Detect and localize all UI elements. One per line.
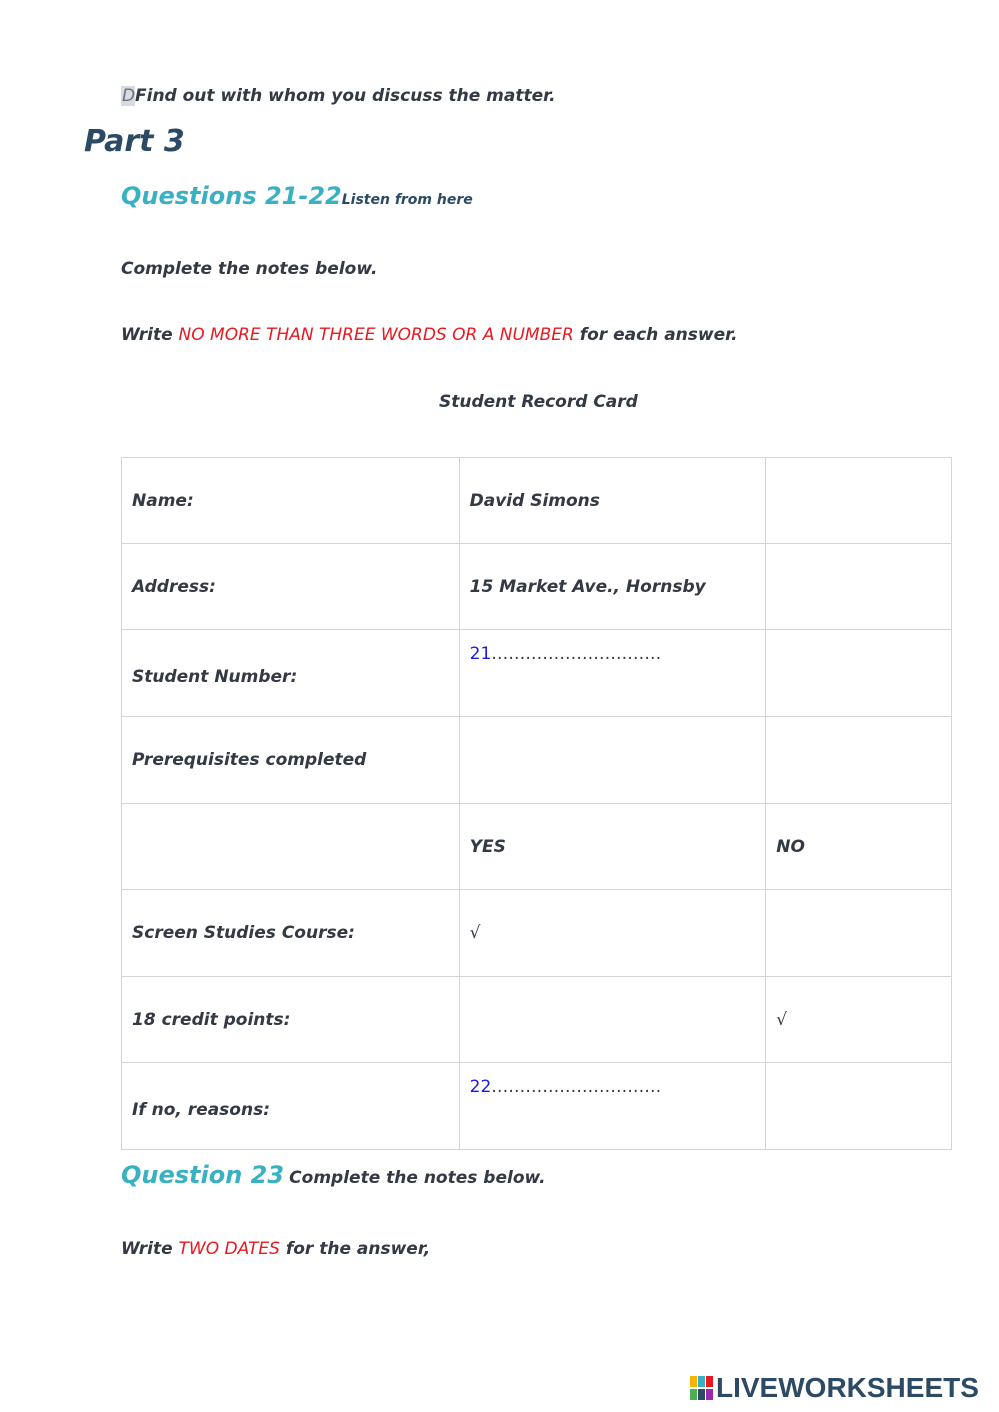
- instruction-limit: NO MORE THAN THREE WORDS OR A NUMBER: [178, 325, 574, 345]
- liveworksheets-logo-icon: [690, 1376, 714, 1400]
- empty-cell: [766, 544, 952, 630]
- table-row: [122, 1063, 952, 1150]
- credit-points-no-cell: [766, 977, 952, 1063]
- empty-cell: [766, 717, 952, 804]
- table-row: [122, 804, 952, 890]
- student-number-label: Student Number:: [132, 667, 298, 687]
- instruction-limit: TWO DATES: [178, 1239, 280, 1259]
- question-23-title: Question 23: [121, 1161, 285, 1189]
- q22-dots: …………………………: [491, 1077, 662, 1097]
- no-header: NO: [766, 804, 952, 890]
- name-label: Name:: [122, 458, 460, 544]
- credit-points-label: 18 credit points:: [122, 977, 460, 1063]
- table-row: [122, 458, 952, 544]
- empty-cell: [122, 804, 460, 890]
- reasons-cell: [122, 1063, 460, 1150]
- address-label: Address:: [122, 544, 460, 630]
- empty-cell: [766, 890, 952, 977]
- instruction-suffix: for the answer,: [279, 1239, 431, 1259]
- student-record-table: [121, 457, 952, 1150]
- empty-cell: [766, 630, 952, 717]
- listen-from-here-link[interactable]: Listen from here: [341, 192, 473, 208]
- empty-cell: [459, 977, 766, 1063]
- card-title: Student Record Card: [439, 392, 638, 412]
- option-d-text: Find out with whom you discuss the matter.: [135, 86, 556, 106]
- address-value: 15 Market Ave., Hornsby: [459, 544, 766, 630]
- student-number-cell: [122, 630, 460, 717]
- q21-answer-blank[interactable]: [470, 644, 662, 664]
- name-value: David Simons: [459, 458, 766, 544]
- question-23-complete: Complete the notes below.: [289, 1168, 546, 1188]
- table-row: [122, 630, 952, 717]
- empty-cell: [766, 1063, 952, 1150]
- liveworksheets-logo-text: LIVEWORKSHEETS: [716, 1372, 979, 1403]
- liveworksheets-logo[interactable]: [690, 1372, 979, 1404]
- questions-heading-title: Questions 21-22: [121, 182, 342, 210]
- yes-header: YES: [459, 804, 766, 890]
- option-letter-d[interactable]: D: [122, 86, 136, 106]
- q21-number: 21: [469, 644, 492, 664]
- question-23-heading: [121, 1161, 546, 1189]
- q21-answer-cell: [459, 630, 766, 717]
- instruction-prefix: Write: [121, 1239, 179, 1259]
- instruction-word-limit: [121, 325, 738, 345]
- instruction-two-dates: [121, 1239, 430, 1259]
- table-row: [122, 977, 952, 1063]
- q22-number: 22: [469, 1077, 492, 1097]
- table-row: [122, 544, 952, 630]
- table-row: [122, 717, 952, 804]
- table-row: [122, 890, 952, 977]
- empty-cell: [766, 458, 952, 544]
- instruction-suffix: for each answer.: [573, 325, 738, 345]
- q21-dots: …………………………: [491, 644, 662, 664]
- part-title: Part 3: [84, 124, 185, 159]
- reasons-label: If no, reasons:: [132, 1100, 271, 1120]
- q22-answer-cell: [459, 1063, 766, 1150]
- screen-studies-label: Screen Studies Course:: [122, 890, 460, 977]
- checkmark-icon: √: [776, 1009, 788, 1030]
- questions-heading: [121, 182, 473, 210]
- instruction-prefix: Write: [121, 325, 179, 345]
- q22-answer-blank[interactable]: [470, 1077, 662, 1097]
- screen-studies-yes-cell: [459, 890, 766, 977]
- checkmark-icon: √: [469, 923, 481, 943]
- empty-cell: [459, 717, 766, 804]
- prerequisites-label: Prerequisites completed: [122, 717, 460, 804]
- instruction-complete: Complete the notes below.: [121, 259, 378, 279]
- answer-option-d[interactable]: [121, 86, 556, 106]
